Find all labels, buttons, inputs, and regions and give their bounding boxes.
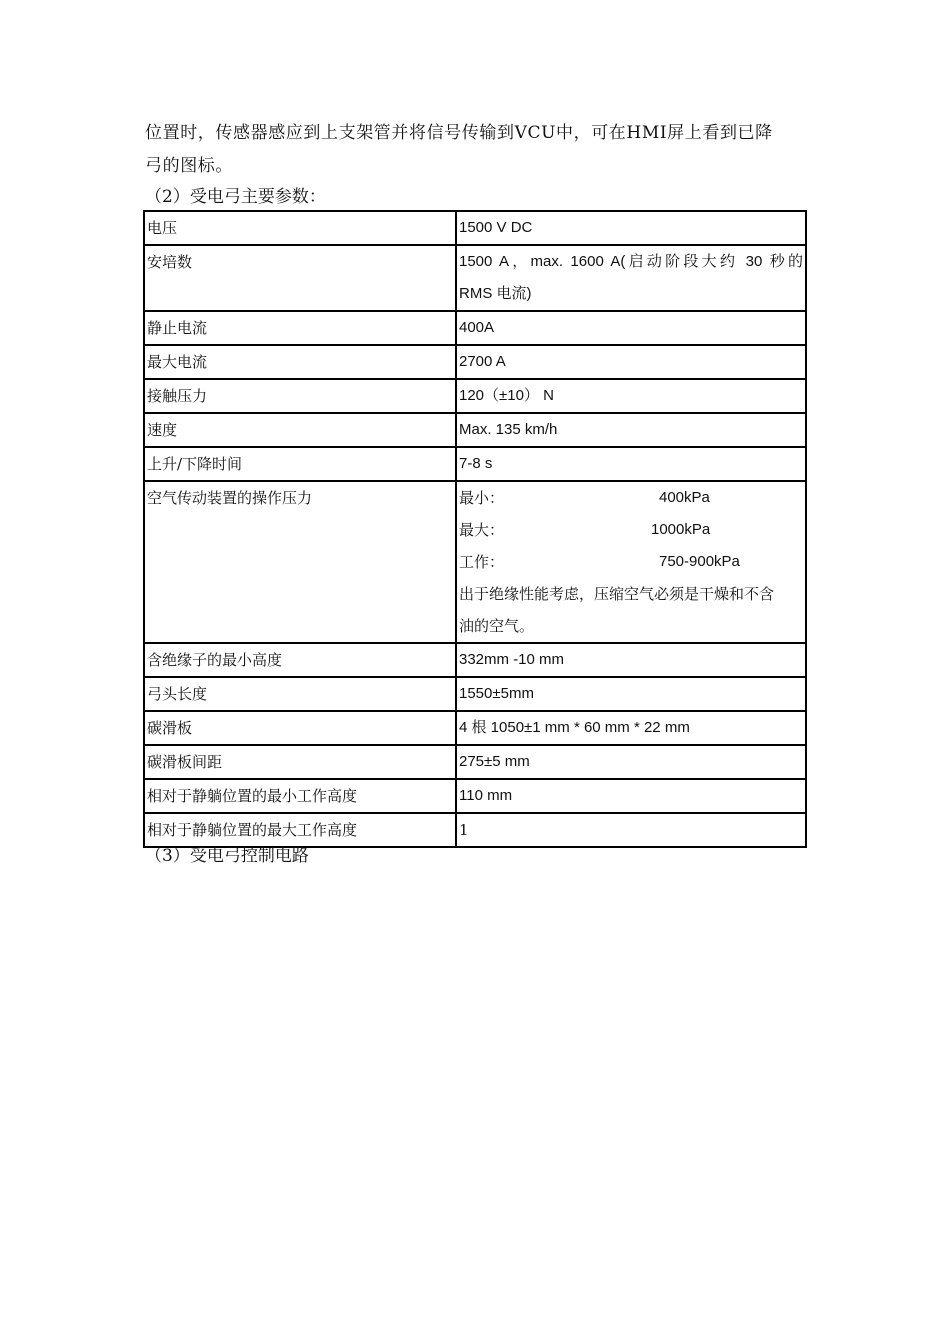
- table-row: [144, 211, 806, 245]
- param-name: 上升/下降时间: [144, 447, 456, 481]
- parameter-table: [143, 210, 807, 848]
- param-value: 400A: [456, 311, 806, 345]
- param-value: 120（±10） N: [456, 379, 806, 413]
- section-2-heading: （2）受电弓主要参数：: [145, 187, 326, 207]
- param-value: 7-8 s: [456, 447, 806, 481]
- param-value: Max. 135 km/h: [456, 413, 806, 447]
- table-row: [144, 447, 806, 481]
- pressure-working: 工作： 750-900kPa: [459, 553, 740, 571]
- intro-line-2: 弓的图标。: [145, 156, 233, 176]
- pressure-note-line-1: 出于绝缘性能考虑，压缩空气必须是干燥和不含: [459, 585, 775, 603]
- param-name: 含绝缘子的最小高度: [144, 643, 456, 677]
- table-row: [144, 643, 806, 677]
- intro-paragraph: [145, 117, 810, 183]
- param-name: 弓头长度: [144, 677, 456, 711]
- param-name: 空气传动装置的操作压力: [144, 481, 456, 643]
- table-row: [144, 379, 806, 413]
- pressure-min: 最小： 400kPa: [459, 489, 710, 507]
- pressure-max: 最大： 1000kPa: [459, 521, 711, 539]
- param-value: 1500 A，max. 1600 A(启动阶段大约 30 秒的 RMS 电流): [456, 245, 806, 311]
- param-value: 1: [456, 813, 806, 847]
- table-row: [144, 677, 806, 711]
- param-name: 碳滑板间距: [144, 745, 456, 779]
- param-name: 速度: [144, 413, 456, 447]
- table-row: [144, 311, 806, 345]
- param-value: 1500 V DC: [456, 211, 806, 245]
- table-row: [144, 481, 806, 643]
- table-row: [144, 413, 806, 447]
- param-value: 4 根 1050±1 mm * 60 mm * 22 mm: [456, 711, 806, 745]
- table-row: [144, 779, 806, 813]
- param-name: 最大电流: [144, 345, 456, 379]
- table-row: [144, 745, 806, 779]
- param-value: [456, 481, 806, 643]
- param-name: 安培数: [144, 245, 456, 311]
- param-value: 2700 A: [456, 345, 806, 379]
- param-value: 1550±5mm: [456, 677, 806, 711]
- table-row: [144, 345, 806, 379]
- intro-line-1: 位置时，传感器感应到上支架管并将信号传输到VCU中，可在HMI屏上看到已降: [145, 123, 773, 143]
- table-row: [144, 245, 806, 311]
- param-name: 接触压力: [144, 379, 456, 413]
- param-name: 相对于静躺位置的最大工作高度: [144, 813, 456, 847]
- pressure-note-line-2: 油的空气。: [459, 617, 535, 635]
- section-3-heading: （3）受电弓控制电路: [145, 846, 309, 866]
- param-value: 275±5 mm: [456, 745, 806, 779]
- param-value: 110 mm: [456, 779, 806, 813]
- table-row: [144, 711, 806, 745]
- param-value: 332mm -10 mm: [456, 643, 806, 677]
- param-name: 静止电流: [144, 311, 456, 345]
- param-name: 碳滑板: [144, 711, 456, 745]
- param-name: 相对于静躺位置的最小工作高度: [144, 779, 456, 813]
- param-name: 电压: [144, 211, 456, 245]
